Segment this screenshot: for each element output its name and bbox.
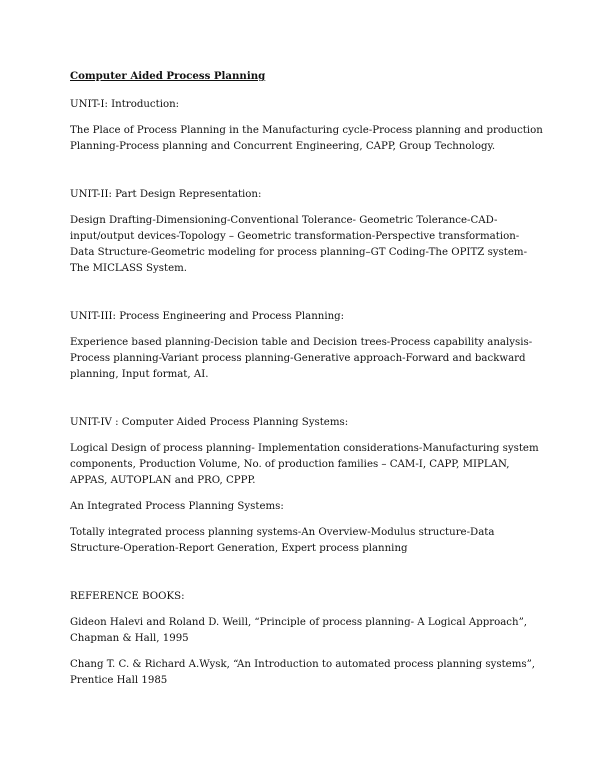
body-line: Logical Design of process planning- Implementation considerations-Manufacturing system: [70, 443, 539, 454]
body-line: Design Drafting-Dimensioning-Conventional Tolerance- Geometric Tolerance-CAD-: [70, 215, 498, 226]
body-line: input/output devices-Topology – Geometric transformation-Perspective transformation-: [70, 231, 520, 242]
unit-body: [70, 335, 540, 383]
body-line: Structure-Operation-Report Generation, Expert process planning: [70, 543, 408, 554]
body-line: The MICLASS System.: [70, 263, 187, 274]
body-line: planning, Input format, AI.: [70, 369, 209, 380]
document-page: [70, 68, 543, 689]
reference-line: Prentice Hall 1985: [70, 675, 168, 686]
body-line: Planning-Process planning and Concurrent Engineering, CAPP, Group Technology.: [70, 141, 496, 152]
unit-section-5: [70, 499, 540, 557]
body-line: Experience based planning-Decision table and Decision trees-Process capability analysis-: [70, 337, 533, 348]
reference-heading: REFERENCE BOOKS:: [70, 591, 185, 602]
reference-line: Gideon Halevi and Roland D. Weill, “Principle of process planning- A Logical Approach”,: [70, 617, 528, 628]
reference-line: Chang T. C. & Richard A.Wysk, “An Introduction to automated process planning systems”,: [70, 659, 536, 670]
unit-heading: UNIT-I: Introduction:: [70, 99, 180, 110]
body-line: The Place of Process Planning in the Manufacturing cycle-Process planning and production: [70, 125, 543, 136]
unit-heading: UNIT-II: Part Design Representation:: [70, 189, 262, 200]
body-line: Process planning-Variant process planning-Generative approach-Forward and backward: [70, 353, 526, 364]
unit-body: [70, 441, 540, 489]
unit-section-1: [70, 97, 543, 155]
unit-heading: UNIT-III: Process Engineering and Process Planning:: [70, 311, 345, 322]
unit-body: [70, 525, 540, 557]
unit-section-4: [70, 415, 540, 489]
unit-body: [70, 123, 543, 155]
unit-section-3: [70, 309, 540, 383]
body-line: Data Structure-Geometric modeling for process planning–GT Coding-The OPITZ system-: [70, 247, 528, 258]
reference-section: [70, 589, 540, 689]
reference-entry: [70, 657, 540, 689]
unit-heading: An Integrated Process Planning Systems:: [70, 501, 284, 512]
document-title: Computer Aided Process Planning: [70, 70, 266, 82]
unit-body: [70, 213, 540, 277]
body-line: Totally integrated process planning systems-An Overview-Modulus structure-Data: [70, 527, 495, 538]
reference-line: Chapman & Hall, 1995: [70, 633, 189, 644]
body-line: components, Production Volume, No. of production families – CAM-I, CAPP, MIPLAN,: [70, 459, 510, 470]
body-line: APPAS, AUTOPLAN and PRO, CPPP.: [70, 475, 256, 486]
unit-heading: UNIT-IV : Computer Aided Process Planning Systems:: [70, 417, 349, 428]
unit-section-2: [70, 187, 540, 277]
reference-entry: [70, 615, 540, 647]
